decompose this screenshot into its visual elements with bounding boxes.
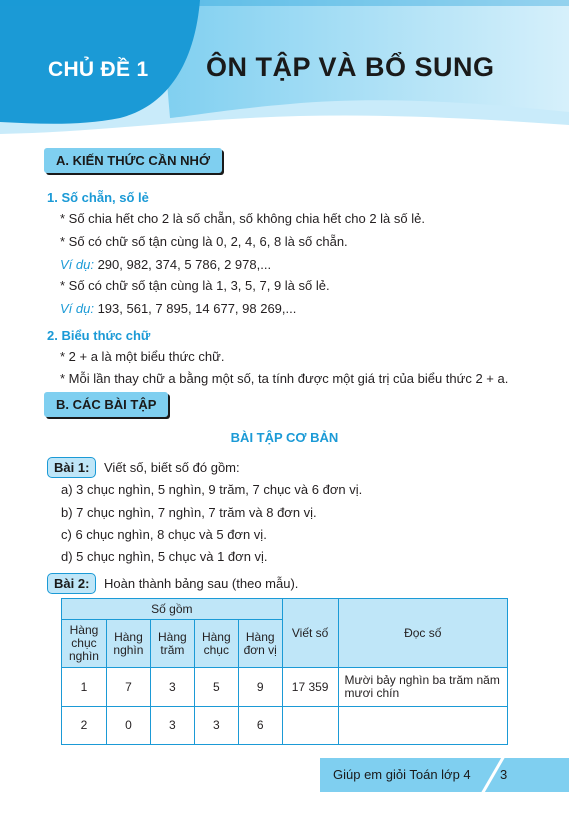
doc-so-cell: Mười bảy nghìn ba trăm năm mươi chín	[338, 668, 507, 707]
table-row	[62, 668, 508, 707]
cell: 1	[62, 668, 107, 707]
doc-so-cell	[338, 707, 507, 745]
example1-values: 290, 982, 374, 5 786, 2 978,...	[93, 257, 272, 272]
part1-rule1: * Số chia hết cho 2 là số chẵn, số không chia hết cho 2 là số lẻ.	[60, 211, 425, 226]
part1-heading: 1. Số chẵn, số lẻ	[47, 190, 149, 205]
footer-book-title: Giúp em giỏi Toán lớp 4	[333, 767, 471, 782]
part2-heading: 2. Biểu thức chữ	[47, 328, 151, 343]
col-header-nghin: Hàng nghìn	[106, 620, 150, 668]
table-row	[62, 707, 508, 745]
place-value-table	[61, 598, 508, 745]
cell: 2	[62, 707, 107, 745]
col-header-don-vi: Hàng đơn vị	[238, 620, 282, 668]
page-number: 3	[500, 767, 508, 782]
viet-so-cell: 17 359	[282, 668, 338, 707]
cell: 3	[150, 668, 194, 707]
part1-example2	[60, 301, 296, 316]
slash-divider-icon	[474, 754, 514, 796]
cell: 9	[238, 668, 282, 707]
part2-rule2: * Mỗi lần thay chữ a bằng một số, ta tính được một giá trị của biểu thức 2 + a.	[60, 371, 509, 386]
bai1-item-a: a) 3 chục nghìn, 5 nghìn, 9 trăm, 7 chục và 6 đơn vị.	[61, 482, 363, 497]
cell: 6	[238, 707, 282, 745]
cell: 5	[194, 668, 238, 707]
bai1-item-b: b) 7 chục nghìn, 7 nghìn, 7 trăm và 8 đơn vị.	[61, 505, 317, 520]
example2-values: 193, 561, 7 895, 14 677, 98 269,...	[93, 301, 297, 316]
example1-label: Ví dụ:	[60, 257, 94, 272]
viet-so-header: Viết số	[282, 599, 338, 668]
cell: 7	[106, 668, 150, 707]
col-header-chuc: Hàng chục	[194, 620, 238, 668]
part1-rule2: * Số có chữ số tận cùng là 0, 2, 4, 6, 8 là số chẵn.	[60, 234, 348, 249]
bai2-prompt: Hoàn thành bảng sau (theo mẫu).	[104, 576, 299, 591]
bai1-item-c: c) 6 chục nghìn, 8 chục và 5 đơn vị.	[61, 527, 267, 542]
chapter-title: ÔN TẬP VÀ BỔ SUNG	[206, 52, 495, 82]
bai1-label: Bài 1:	[47, 457, 96, 478]
chapter-label: CHỦ ĐỀ 1	[48, 58, 149, 81]
cell: 3	[150, 707, 194, 745]
basic-exercises-heading: BÀI TẬP CƠ BẢN	[230, 430, 339, 445]
col-header-chuc-nghin: Hàng chục nghìn	[62, 620, 107, 668]
part2-rule1: * 2 + a là một biểu thức chữ.	[60, 349, 225, 364]
cell: 0	[106, 707, 150, 745]
viet-so-cell	[282, 707, 338, 745]
bai1-item-d: d) 5 chục nghìn, 5 chục và 1 đơn vị.	[61, 549, 268, 564]
col-header-tram: Hàng trăm	[150, 620, 194, 668]
doc-so-header: Đọc số	[338, 599, 507, 668]
bai1-prompt: Viết số, biết số đó gồm:	[104, 460, 240, 475]
part1-rule3: * Số có chữ số tận cùng là 1, 3, 5, 7, 9 là số lẻ.	[60, 278, 330, 293]
section-b-title: B. CÁC BÀI TẬP	[44, 392, 168, 417]
cell: 3	[194, 707, 238, 745]
part1-example1	[60, 257, 271, 272]
bai2-label: Bài 2:	[47, 573, 96, 594]
example2-label: Ví dụ:	[60, 301, 94, 316]
group-header: Số gồm	[62, 599, 283, 620]
section-a-title: A. KIẾN THỨC CẦN NHỚ	[44, 148, 222, 173]
